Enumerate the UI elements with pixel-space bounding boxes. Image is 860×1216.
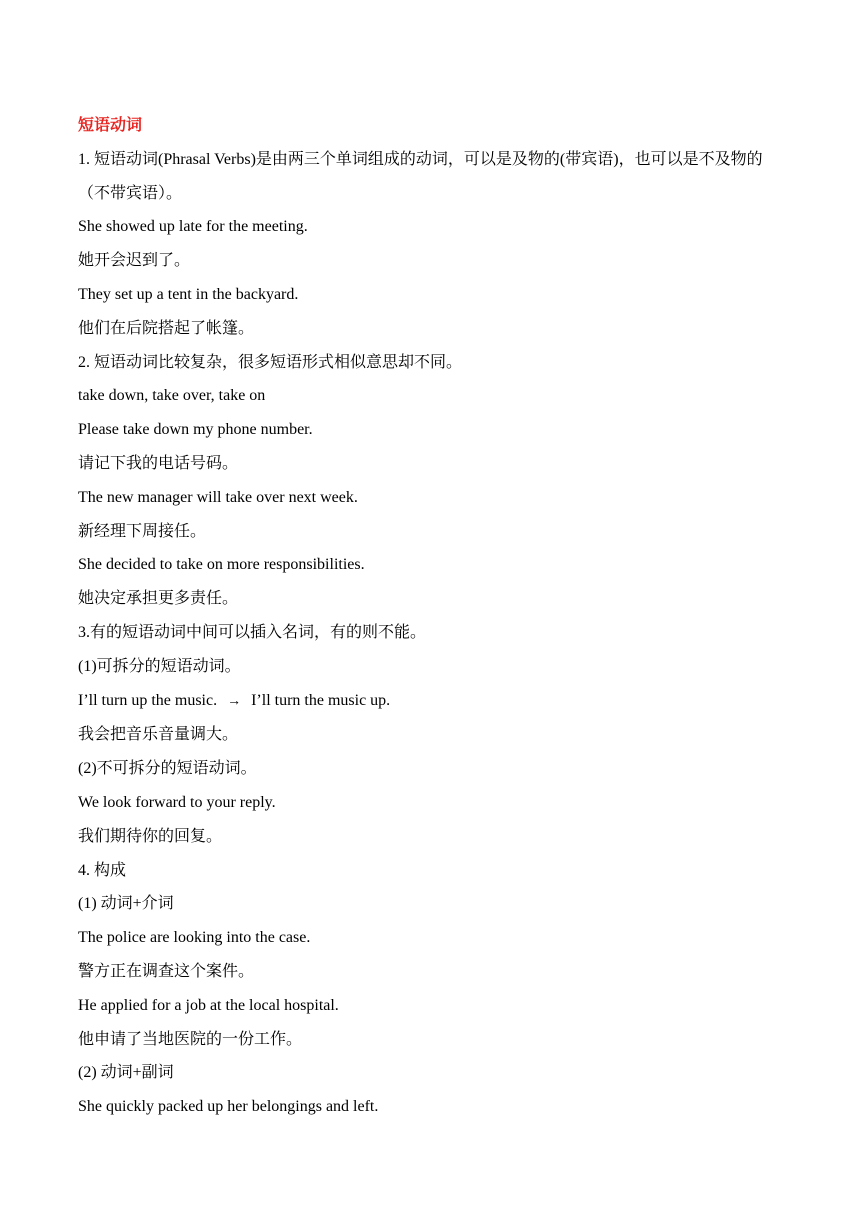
example-translation: 他申请了当地医院的一份工作。 [78,1030,303,1048]
example-sentence: The police are looking into the case. [78,929,311,947]
subheading-verb-preposition: (1) 动词+介词 [78,895,174,913]
arrow-example-left: I’ll turn up the music. [78,691,218,709]
example-translation: 警方正在调查这个案件。 [78,962,255,980]
example-sentence: We look forward to your reply. [78,793,276,811]
arrow-example-right: I’ll turn the music up. [251,691,391,709]
example-sentence: She showed up late for the meeting. [78,218,308,236]
right-arrow-icon: → [227,693,242,709]
paragraph-3-heading: 3.有的短语动词中间可以插入名词，有的则不能。 [78,623,427,641]
subheading-inseparable: (2)不可拆分的短语动词。 [78,760,257,778]
example-translation: 他们在后院搭起了帐篷。 [78,319,255,337]
example-translation: 我会把音乐音量调大。 [78,726,239,744]
example-translation: 请记下我的电话号码。 [78,454,239,472]
example-translation: 她开会迟到了。 [78,252,191,270]
paragraph-4-heading: 4. 构成 [78,861,127,879]
example-translation: 新经理下周接任。 [78,522,207,540]
example-sentence: He applied for a job at the local hospital. [78,996,339,1014]
paragraph-1-definition: 1. 短语动词(Phrasal Verbs)是由两三个单词组成的动词，可以是及物的(带宾语)，也可以是不及物的（不带宾语）。 [78,150,763,202]
example-sentence: They set up a tent in the backyard. [78,285,299,303]
example-translation: 我们期待你的回复。 [78,827,223,845]
arrow-example-line [78,684,790,719]
section-title: 短语动词 [78,117,143,134]
example-sentence: She quickly packed up her belongings and left. [78,1098,379,1116]
phrase-list: take down, take over, take on [78,387,266,405]
example-sentence: The new manager will take over next week. [78,488,358,506]
document-page [78,109,790,1124]
subheading-separable: (1)可拆分的短语动词。 [78,657,241,675]
subheading-verb-adverb: (2) 动词+副词 [78,1064,174,1082]
example-sentence: Please take down my phone number. [78,421,313,439]
example-sentence: She decided to take on more responsibilities. [78,556,365,574]
paragraph-2-heading: 2. 短语动词比较复杂，很多短语形式相似意思却不同。 [78,353,463,371]
example-translation: 她决定承担更多责任。 [78,590,239,608]
